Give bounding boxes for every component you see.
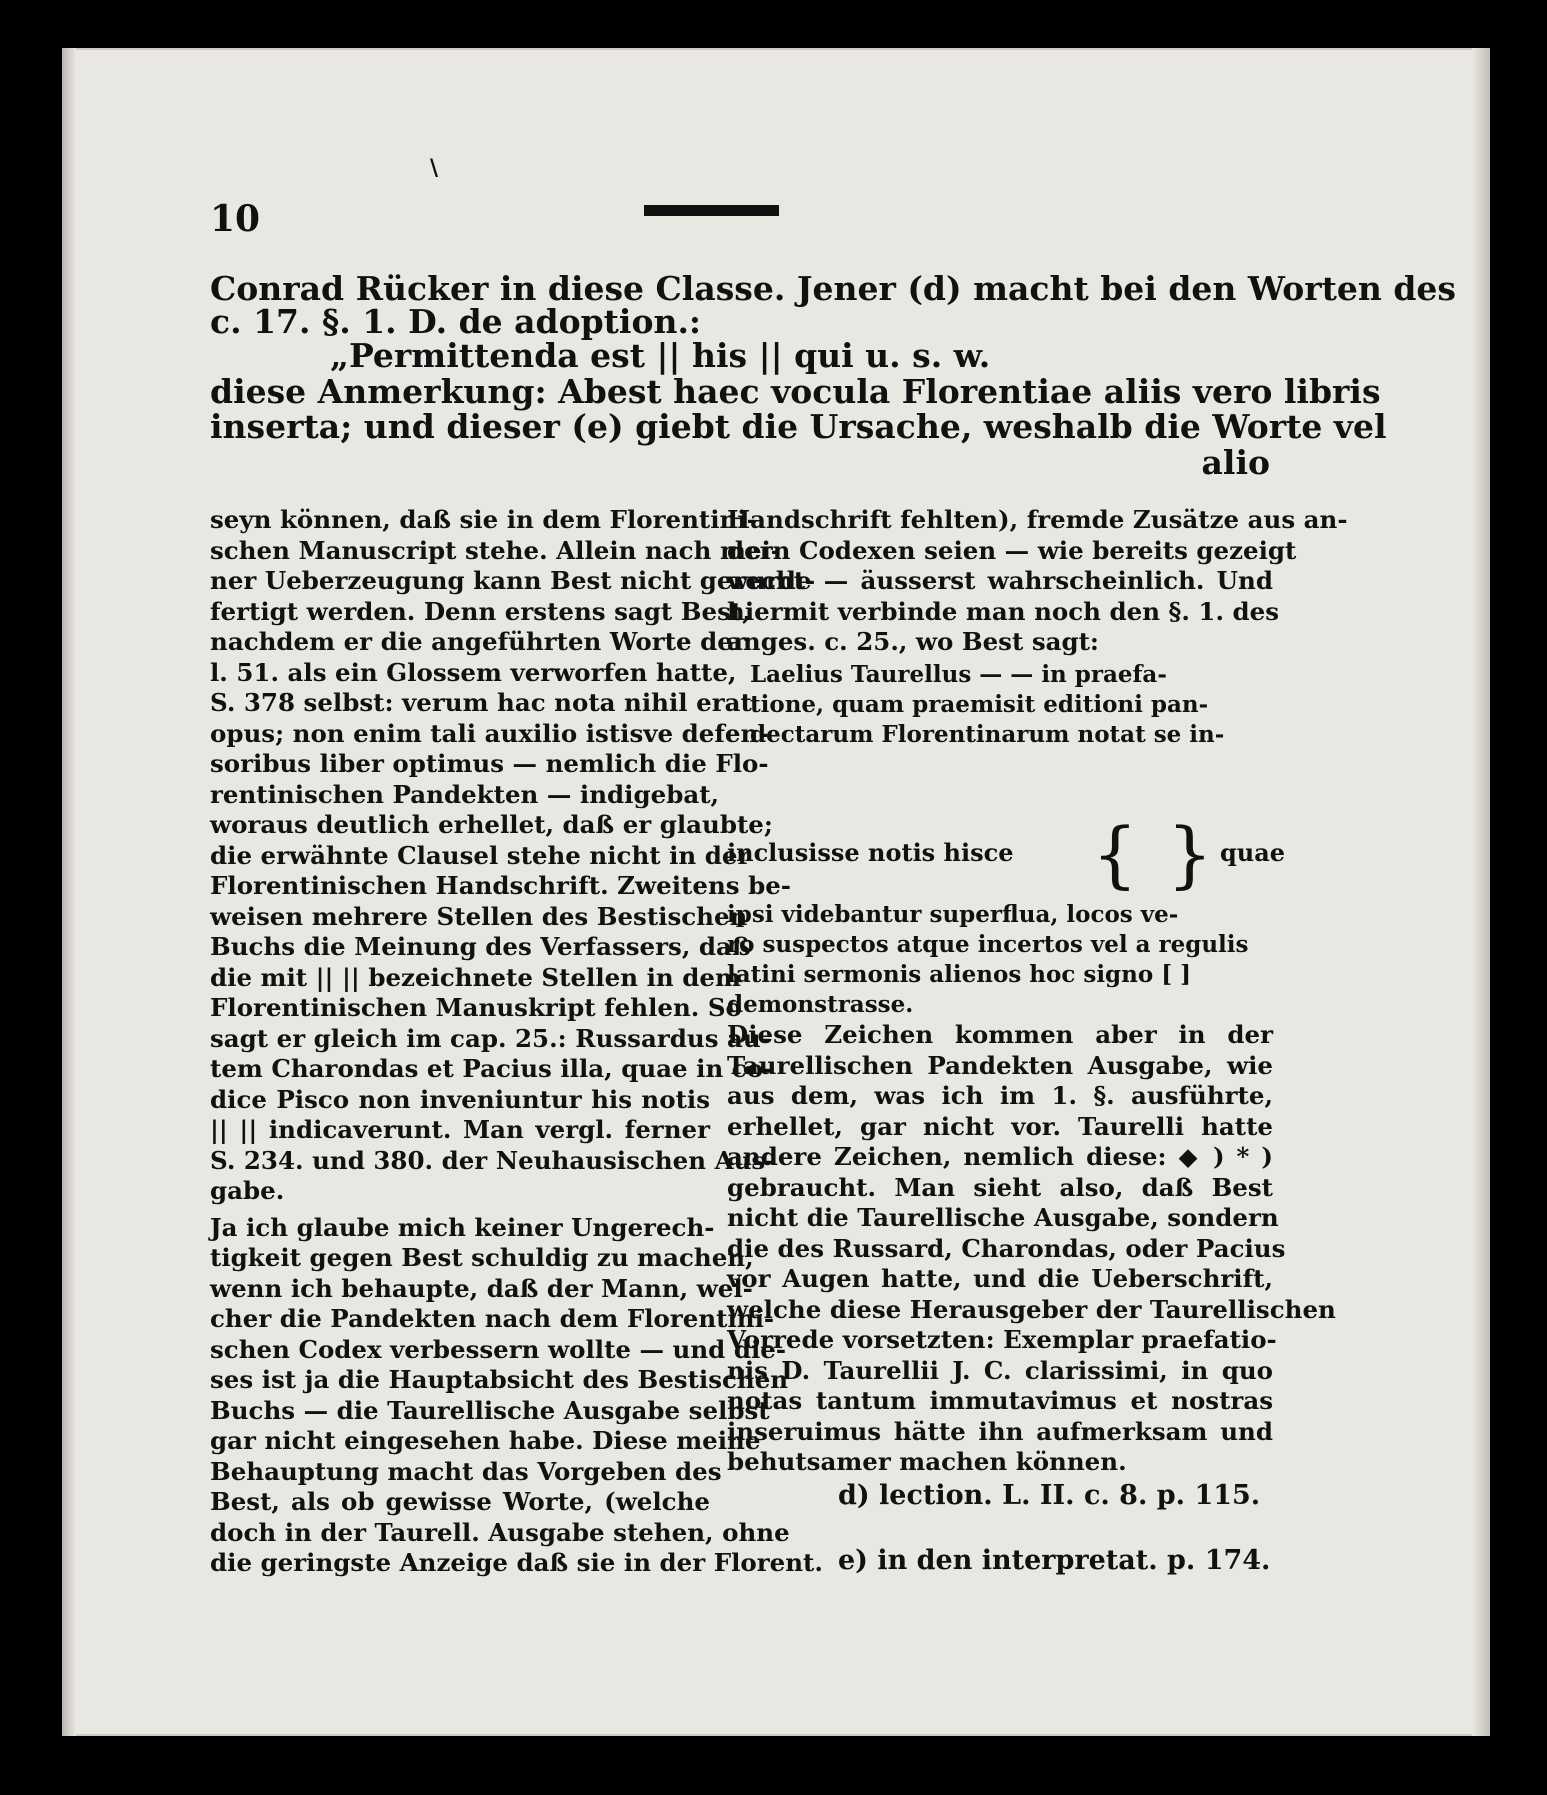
text-line: schen Codex verbessern wollte — und die-	[210, 1334, 787, 1364]
page-number: 10	[210, 198, 261, 240]
page-edge-shadow	[62, 48, 76, 1736]
text-line: nachdem er die angeführten Worte der	[210, 627, 746, 656]
text-line: sagt er gleich im cap. 25.: Russardus au-	[210, 1023, 771, 1053]
text-line: Behauptung macht das Vorgeben des	[210, 1456, 722, 1486]
text-line: gebraucht. Man sieht also, daß Best	[727, 1172, 1273, 1202]
header-line-5: inserta; und dieser (e) giebt die Ursache, weshalb die Worte vel	[210, 407, 1387, 446]
text-line: ipsi videbantur superflua, locos ve-	[727, 901, 1179, 928]
header-rule	[644, 205, 779, 216]
text-line: opus; non enim tali auxilio istisve defen-	[210, 718, 769, 748]
header-line-1: Conrad Rücker in diese Classe. Jener (d) macht bei den Worten des	[210, 269, 1457, 308]
brace-line-text: inclusisse notis hisce	[727, 838, 1014, 867]
text-line: || || indicaverunt. Man vergl. ferner	[210, 1115, 710, 1144]
open-brace: {	[1092, 812, 1138, 896]
header-line-2: c. 17. §. 1. D. de adoption.:	[210, 302, 702, 341]
brace-line	[727, 812, 1286, 896]
text-line: S. 234. und 380. der Neuhausischen Aus-	[210, 1145, 776, 1175]
text-line: Ja ich glaube mich keiner Ungerech-	[210, 1212, 715, 1242]
text-line: welche diese Herausgeber der Taurellischen	[727, 1294, 1336, 1324]
text-line: notas tantum immutavimus et nostras	[727, 1386, 1273, 1415]
text-line: seyn können, daß sie in dem Florentini-	[210, 505, 757, 534]
page-edge-shadow-right	[1472, 48, 1490, 1736]
right-column-top	[727, 505, 1348, 658]
header-line-3: „Permittenda est || his || qui u. s. w.	[330, 336, 991, 375]
text-line: gabe.	[210, 1176, 285, 1205]
text-line: die des Russard, Charondas, oder Pacius	[727, 1233, 1286, 1263]
right-column-bottom	[727, 1020, 1336, 1478]
text-line: Vorrede vorsetzten: Exemplar praefatio-	[727, 1325, 1277, 1354]
text-line: anges. c. 25., wo Best sagt:	[727, 627, 1099, 656]
text-line: l. 51. als ein Glossem verworfen hatte,	[210, 657, 737, 687]
footnote-e: e) in den interpretat. p. 174.	[838, 1545, 1271, 1576]
text-line: doch in der Taurell. Ausgabe stehen, ohne	[210, 1517, 790, 1547]
header-line-6: alio	[1201, 443, 1270, 482]
text-line: dectarum Florentinarum notat se in-	[750, 721, 1225, 748]
header-line-4: diese Anmerkung: Abest haec vocula Florentiae aliis vero libris	[210, 372, 1381, 411]
text-line: wenn ich behaupte, daß der Mann, wel-	[210, 1273, 753, 1303]
text-line: soribus liber optimus — nemlich die Flo-	[210, 749, 769, 778]
latin-quote-part-1	[750, 660, 1273, 750]
brace-line-after: quae	[1220, 838, 1286, 867]
text-line: Diese Zeichen kommen aber in der	[727, 1020, 1273, 1049]
text-line: Handschrift fehlten), fremde Zusätze aus an-	[727, 505, 1348, 534]
text-line: behutsamer machen können.	[727, 1447, 1127, 1476]
text-line: Buchs — die Taurellische Ausgabe selbst	[210, 1395, 770, 1425]
text-line: hiermit verbinde man noch den §. 1. des	[727, 596, 1280, 626]
text-line: ner Ueberzeugung kann Best nicht gerecht-	[210, 566, 816, 595]
text-line: rentinischen Pandekten — indigebat,	[210, 779, 720, 809]
text-line: weisen mehrere Stellen des Bestischen	[210, 901, 748, 931]
text-line: demonstrasse.	[727, 991, 914, 1018]
text-line: nis D. Taurellii J. C. clarissimi, in quo	[727, 1355, 1273, 1385]
text-line: latini sermonis alienos hoc signo [ ]	[727, 961, 1191, 988]
text-line: S. 378 selbst: verum hac nota nihil erat	[210, 688, 752, 717]
text-line: woraus deutlich erhellet, daß er glaubte;	[210, 810, 773, 839]
text-line: Laelius Taurellus — — in praefa-	[750, 661, 1167, 688]
text-line: fertigt werden. Denn erstens sagt Best,	[210, 596, 751, 626]
text-line: aus dem, was ich im 1. §. ausführte,	[727, 1081, 1273, 1110]
latin-quote-part-2	[727, 900, 1273, 1020]
text-line: ses ist ja die Hauptabsicht des Bestischen	[210, 1365, 789, 1394]
text-line: cher die Pandekten nach dem Florentini-	[210, 1304, 775, 1333]
text-line: Florentinischen Manuskript fehlen. So	[210, 993, 742, 1022]
text-line: nicht die Taurellische Ausgabe, sondern	[727, 1203, 1279, 1232]
close-brace: }	[1167, 812, 1213, 896]
text-line: schen Manuscript stehe. Allein nach mei-	[210, 535, 781, 565]
text-line: ro suspectos atque incertos vel a regulis	[727, 931, 1249, 958]
text-line: tem Charondas et Pacius illa, quae in co-	[210, 1054, 774, 1083]
footnote-d: d) lection. L. II. c. 8. p. 115.	[838, 1480, 1261, 1511]
text-line: inseruimus hätte ihn aufmerksam und	[727, 1416, 1273, 1446]
text-line: andere Zeichen, nemlich diese: ◆ ) * )	[727, 1142, 1273, 1171]
text-line: tigkeit gegen Best schuldig zu machen,	[210, 1243, 754, 1272]
text-line: die mit || || bezeichnete Stellen in dem	[210, 962, 741, 992]
text-line: Taurellischen Pandekten Ausgabe, wie	[727, 1050, 1273, 1080]
text-line: tione, quam praemisit editioni pan-	[750, 691, 1209, 718]
text-line: wurde — äusserst wahrscheinlich. Und	[727, 566, 1273, 595]
text-line: dern Codexen seien — wie bereits gezeigt	[727, 535, 1297, 565]
text-line: die erwähnte Clausel stehe nicht in der	[210, 840, 751, 870]
text-line: Florentinischen Handschrift. Zweitens be-	[210, 871, 791, 900]
text-line: erhellet, gar nicht vor. Taurelli hatte	[727, 1111, 1273, 1141]
text-line: gar nicht eingesehen habe. Diese meine	[210, 1426, 761, 1455]
text-line: die geringste Anzeige daß sie in der Florent.	[210, 1548, 823, 1577]
text-line: vor Augen hatte, und die Ueberschrift,	[727, 1264, 1273, 1293]
text-line: Best, als ob gewisse Worte, (welche	[210, 1487, 710, 1516]
text-line: dice Pisco non inveniuntur his notis	[210, 1084, 710, 1114]
text-line: Buchs die Meinung des Verfassers, daß	[210, 932, 751, 961]
stray-mark: \	[430, 155, 439, 181]
